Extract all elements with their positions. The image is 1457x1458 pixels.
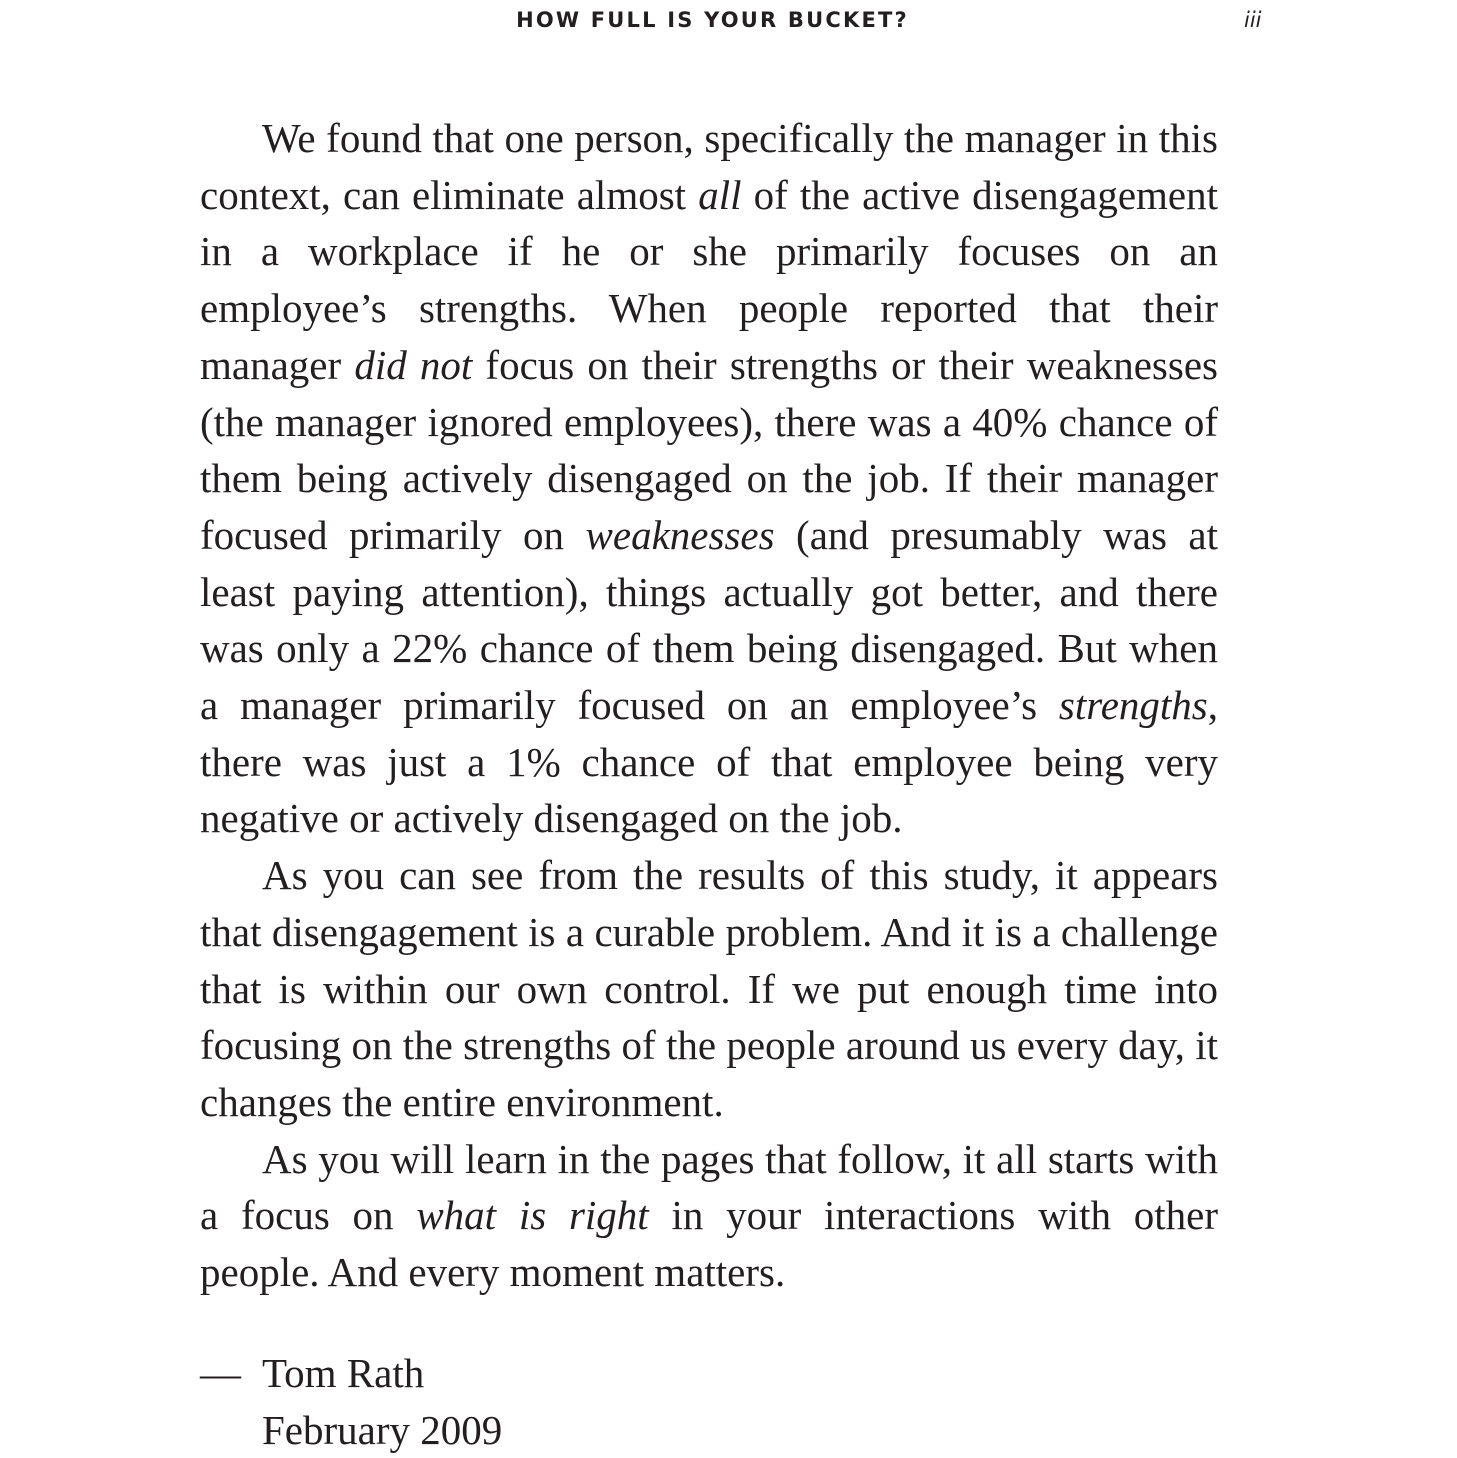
signature <box>200 1345 502 1458</box>
text-run: focus on their strengths or their weaknesses (the manager ignored employees), there was a 40% chance of them being actively disengaged on the job. If their manager focused primarily on <box>200 341 1218 558</box>
signature-date: February 2009 <box>262 1406 503 1453</box>
author-name: Tom Rath <box>262 1350 425 1396</box>
paragraph <box>200 110 1218 847</box>
text-run: , there was just a 1% chance of that employee being very negative or actively disengaged on the job. <box>200 682 1218 842</box>
text-run: (and presumably was at least paying attention), things actually got better, and there was only a 22% chance of them being disengaged. But when a manager primarily focused on an employee’s <box>200 511 1218 729</box>
signature-author-line <box>200 1345 502 1402</box>
emphasis-what-is-right: what is right <box>416 1192 649 1239</box>
emphasis-strengths: strengths <box>1058 682 1208 729</box>
text-run: We found that one person, specifically the manager in this context, can eliminate almost <box>200 115 1218 218</box>
text-run: of the active disengagement in a workplace if he or she primarily focuses on an employee’s strengths. When people reported that their manager <box>200 171 1218 388</box>
body-text <box>200 110 1218 1301</box>
running-head <box>0 4 1457 38</box>
paragraph <box>200 1131 1218 1301</box>
running-title: HOW FULL IS YOUR BUCKET? <box>516 8 909 32</box>
paragraph <box>200 847 1218 1131</box>
text-run: in your interactions with other people. And every moment matters. <box>200 1192 1218 1296</box>
page-number: iii <box>1244 8 1262 32</box>
em-dash: — <box>200 1350 241 1396</box>
emphasis-weaknesses: weaknesses <box>585 511 775 558</box>
text-run: As you can see from the results of this study, it appears that disengagement is a curable problem. And it is a challenge that is within our own control. If we put enough time into focusing on the strengths of the people around us every day, it changes the entire environment. <box>200 852 1218 1125</box>
emphasis-did-not: did not <box>354 341 473 388</box>
emphasis-all: all <box>698 171 742 218</box>
text-run: As you will learn in the pages that follow, it all starts with a focus on <box>200 1135 1218 1239</box>
